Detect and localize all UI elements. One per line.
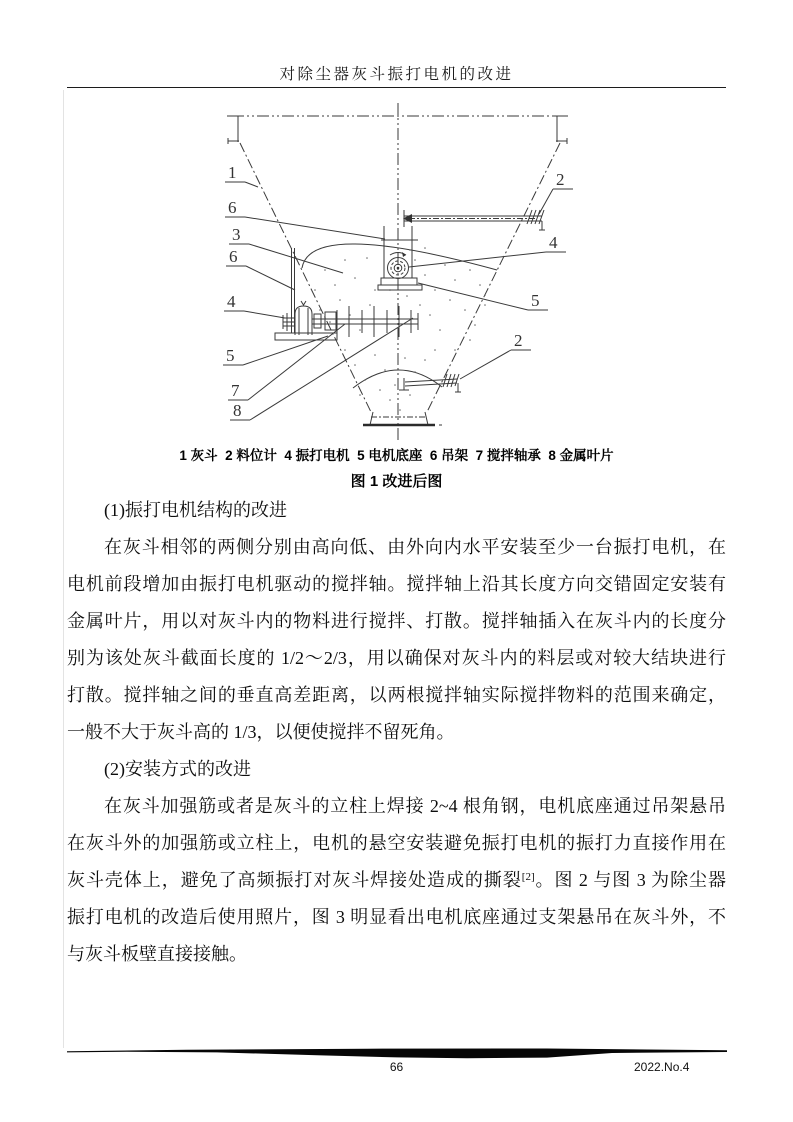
callout-8: 8 bbox=[233, 401, 242, 420]
paragraph-line: 打散。搅拌轴之间的垂直高差距离，以两根搅拌轴实际搅拌物料的范围来确定， bbox=[67, 685, 726, 705]
line-text: 。图 2 与图 3 为除尘器 bbox=[534, 870, 726, 890]
paragraph-line: 电机前段增加由振打电机驱动的搅拌轴。搅拌轴上沿其长度方向交错固定安装有 bbox=[67, 574, 726, 594]
hopper-diagram bbox=[185, 100, 610, 445]
callout-4a: 4 bbox=[227, 292, 236, 311]
paragraph-line: 在灰斗加强筋或者是灰斗的立柱上焊接 2~4 根角钢，电机底座通过吊架悬吊 bbox=[104, 796, 726, 816]
figure-title: 图 1 改进后图 bbox=[350, 473, 443, 490]
callout-6b: 6 bbox=[229, 247, 238, 266]
level-gauge-lower bbox=[399, 374, 461, 392]
header-rule bbox=[67, 87, 726, 88]
running-head: 对除尘器灰斗振打电机的改进 bbox=[279, 66, 514, 83]
paragraph-line: 振打电机的改造后使用照片，图 3 明显看出电机底座通过支架悬吊在灰斗外，不 bbox=[67, 907, 726, 927]
callout-5a: 5 bbox=[226, 346, 235, 365]
article-body bbox=[67, 492, 726, 973]
paragraph-line bbox=[67, 862, 726, 899]
callout-3: 3 bbox=[232, 225, 241, 244]
paragraph-line: 别为该处灰斗截面长度的 1/2～2/3，用以确保对灰斗内的料层或对较大结块进行 bbox=[67, 648, 726, 668]
section-heading-2: (2)安装方式的改进 bbox=[104, 759, 251, 779]
figure-caption: 1 灰斗 2 料位计 4 振打电机 5 电机底座 6 吊架 7 搅拌轴承 8 金属叶片 bbox=[179, 448, 614, 463]
callout-4b: 4 bbox=[549, 233, 558, 252]
callout-6a: 6 bbox=[228, 198, 237, 217]
issue-label: 2022.No.4 bbox=[634, 1060, 690, 1074]
left-margin-guide bbox=[63, 90, 64, 1048]
center-motor-hanger bbox=[378, 226, 422, 290]
callout-5b: 5 bbox=[531, 291, 540, 310]
reference-superscript: [2] bbox=[521, 871, 535, 883]
level-gauge-upper bbox=[403, 210, 545, 230]
footer-divider-bar bbox=[67, 1048, 727, 1060]
paragraph-line: 在灰斗外的加强筋或立柱上，电机的悬空安装避免振打电机的振打力直接作用在 bbox=[67, 833, 726, 853]
section-heading-1: (1)振打电机结构的改进 bbox=[104, 500, 287, 520]
line-text: 灰斗壳体上，避免了高频振打对灰斗焊接处造成的撕裂 bbox=[67, 870, 522, 890]
callout-2b: 2 bbox=[514, 331, 523, 350]
figure-1-diagram bbox=[185, 100, 610, 445]
callout-2a: 2 bbox=[556, 170, 565, 189]
page-number: 66 bbox=[389, 1060, 404, 1074]
stirring-shaft-assembly bbox=[275, 248, 418, 340]
paragraph-line: 在灰斗相邻的两侧分别由高向低、由外向内水平安装至少一台振打电机，在 bbox=[104, 537, 726, 557]
paragraph-line: 与灰斗板壁直接接触。 bbox=[67, 944, 247, 964]
paragraph-line: 一般不大于灰斗高的 1/3，以便使搅拌不留死角。 bbox=[67, 722, 455, 742]
callout-7: 7 bbox=[231, 381, 240, 400]
callout-1: 1 bbox=[228, 163, 237, 182]
paragraph-line: 金属叶片，用以对灰斗内的物料进行搅拌、打散。搅拌轴插入在灰斗内的长度分 bbox=[67, 611, 726, 631]
